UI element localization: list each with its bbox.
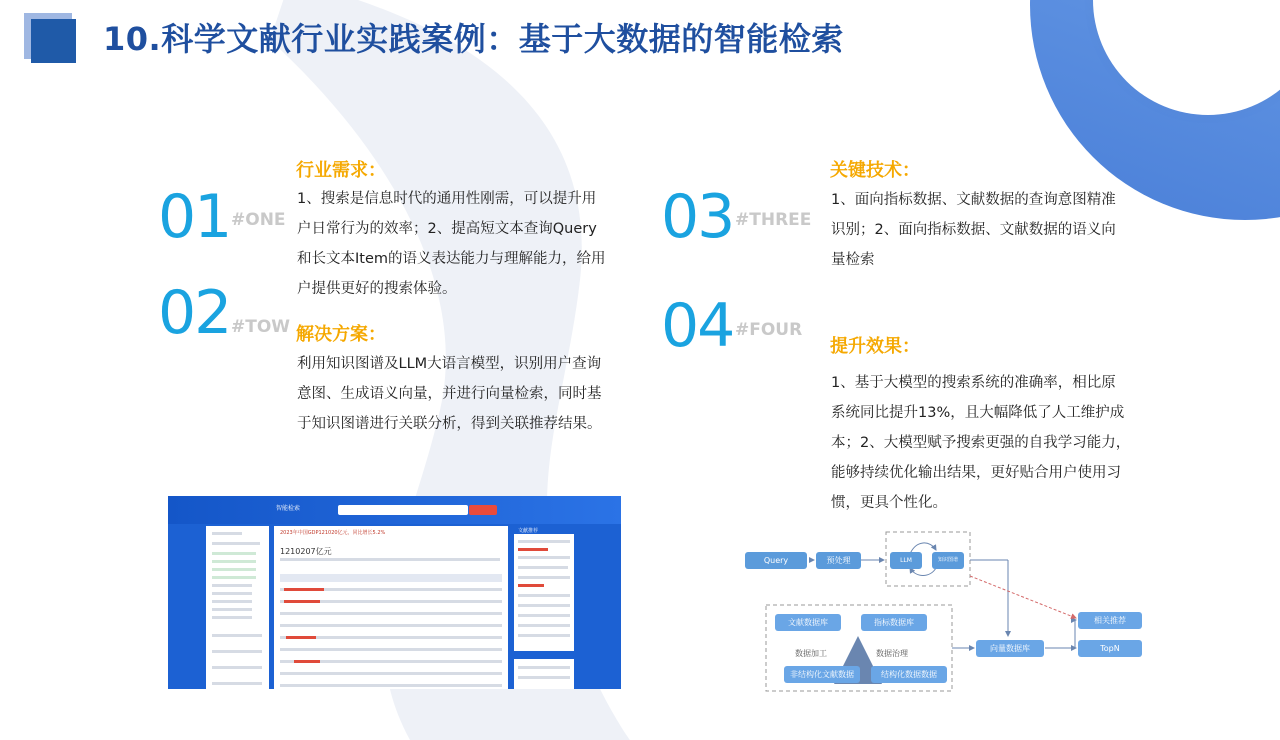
text-line: 和长文本Item的语义表达能力与理解能力，给用 (297, 251, 606, 267)
flow-node-preprocess: 预处理 (816, 552, 861, 569)
section-heading-03: 关键技术： (830, 160, 920, 181)
flow-node-unstructured-data: 非结构化文献数据 (784, 666, 860, 683)
flow-label-data-governance: 数据治理 (876, 649, 908, 658)
search-app-screenshot (168, 496, 621, 689)
text-line: 惯，更具个性化。 (831, 495, 947, 511)
screenshot-headline: 2023年中国GDP121020亿元，同比增长5.2% (280, 530, 386, 536)
screenshot-right-title: 文献推荐 (518, 528, 539, 534)
section-heading-01: 行业需求： (296, 160, 386, 181)
section-tag-01: #ONE (231, 210, 286, 230)
architecture-flow-diagram (740, 528, 1180, 692)
flow-node-topn: TopN (1078, 640, 1142, 657)
flow-node-structured-data: 结构化数据数据 (871, 666, 947, 683)
flow-node-indicator-db: 指标数据库 (861, 614, 927, 631)
section-tag-03: #THREE (735, 210, 812, 230)
text-line: 能够持续优化输出结果，更好贴合用户使用习 (831, 465, 1121, 481)
section-text-03 (831, 185, 1171, 275)
flow-node-recommend: 相关推荐 (1078, 612, 1142, 629)
flow-node-vector-db: 向量数据库 (976, 640, 1044, 657)
section-number-01: 01 (158, 182, 231, 252)
text-line: 1、基于大模型的搜索系统的准确率，相比原 (831, 375, 1116, 391)
text-line: 1、搜索是信息时代的通用性刚需，可以提升用 (297, 191, 597, 207)
section-heading-02: 解决方案： (296, 324, 386, 345)
screenshot-big-value: 1210207亿元 (280, 547, 332, 556)
text-line: 户提供更好的搜索体验。 (297, 281, 457, 297)
section-tag-04: #FOUR (735, 320, 803, 340)
text-line: 本；2、大模型赋予搜索更强的自我学习能力， (831, 435, 1131, 451)
section-number-03: 03 (661, 182, 734, 252)
text-line: 户日常行为的效率；2、提高短文本查询Query (297, 221, 597, 237)
section-number-04: 04 (661, 291, 734, 361)
text-line: 系统同比提升13%，且大幅降低了人工维护成 (831, 405, 1125, 421)
section-text-01 (297, 184, 647, 304)
flow-node-query: Query (745, 552, 807, 569)
section-tag-02: #TOW (231, 317, 291, 337)
screenshot-right-panel (514, 526, 574, 689)
section-heading-04: 提升效果： (830, 336, 920, 357)
section-number-02: 02 (158, 278, 231, 348)
screenshot-search-box (338, 505, 468, 515)
text-line: 意图、生成语义向量，并进行向量检索，同时基 (297, 386, 602, 402)
text-line: 1、面向指标数据、文献数据的查询意图精准 (831, 192, 1116, 208)
flow-node-llm: LLM (890, 552, 922, 569)
text-line: 利用知识图谱及LLM大语言模型，识别用户查询 (297, 356, 602, 372)
section-text-02 (297, 349, 647, 439)
screenshot-brand: 智能检索 (276, 505, 301, 512)
text-line: 量检索 (831, 252, 875, 268)
screenshot-sidebar (206, 526, 269, 689)
text-line: 于知识图谱进行关联分析，得到关联推荐结果。 (297, 416, 602, 432)
flow-node-knowledge-graph: 知识图谱 (932, 552, 964, 569)
section-text-04 (831, 368, 1171, 518)
page-title: 10.科学文献行业实践案例：基于大数据的智能检索 (103, 20, 844, 58)
screenshot-search-button (469, 505, 497, 515)
screenshot-main-panel (274, 526, 508, 689)
title-logo-front-square (31, 19, 76, 63)
flow-node-doc-db: 文献数据库 (775, 614, 841, 631)
flow-label-data-processing: 数据加工 (795, 649, 827, 658)
text-line: 识别；2、面向指标数据、文献数据的语义向 (831, 222, 1116, 238)
